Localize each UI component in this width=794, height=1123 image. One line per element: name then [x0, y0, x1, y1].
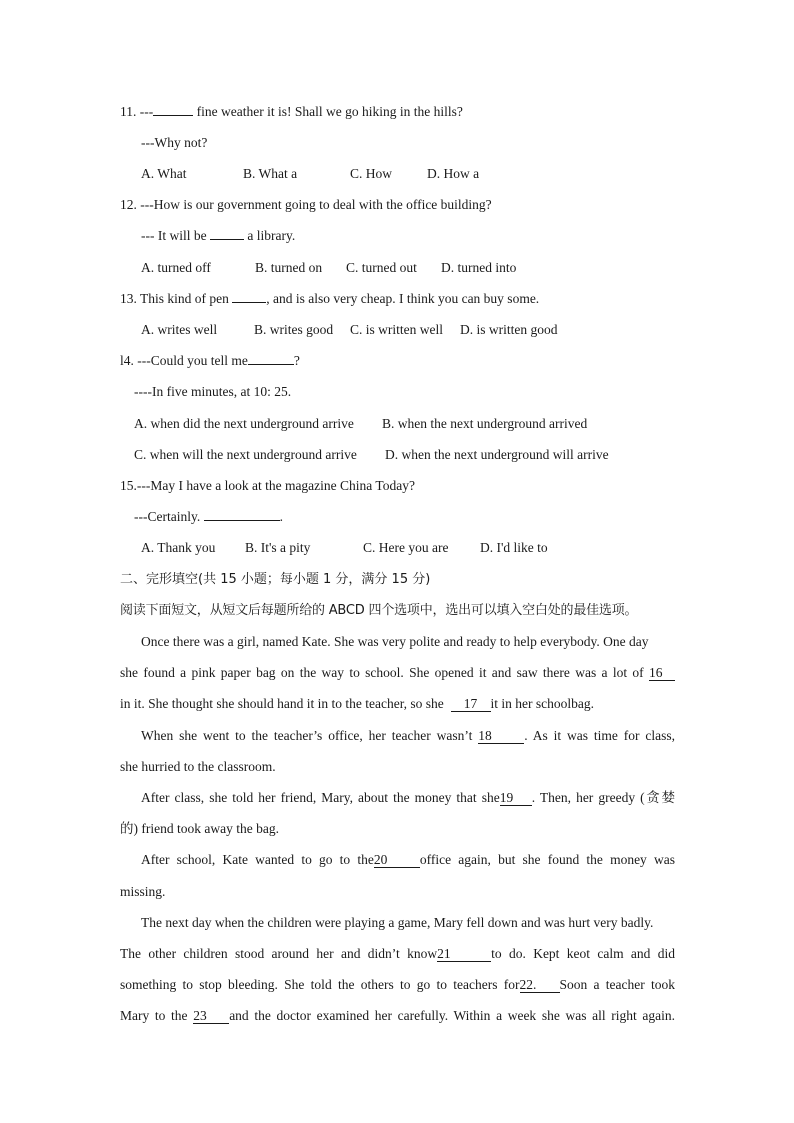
question-15-stem: 15.---May I have a look at the magazine China Today?: [120, 478, 415, 493]
question-15-option-a[interactable]: A. Thank you: [141, 540, 216, 555]
passage-line: After class, she told her friend, Mary, about the money that she19 . Then, her greedy (贪婪: [141, 790, 675, 805]
question-15-reply: ---Certainly. .: [134, 509, 283, 524]
question-15-option-d[interactable]: D. I'd like to: [480, 540, 548, 555]
answer-blank[interactable]: [204, 520, 280, 521]
answer-blank[interactable]: [153, 115, 193, 116]
cloze-blank-17[interactable]: 17: [451, 697, 491, 712]
answer-blank[interactable]: [248, 364, 294, 365]
cloze-blank-23[interactable]: 23: [193, 1009, 229, 1024]
question-12-stem: 12. ---How is our government going to deal with the office building?: [120, 197, 492, 212]
question-13-option-b[interactable]: B. writes good: [254, 322, 334, 337]
question-12-option-c[interactable]: C. turned out: [346, 260, 417, 275]
passage-line: 的) friend took away the bag.: [120, 821, 279, 836]
question-13-option-c[interactable]: C. is written well: [350, 322, 443, 337]
passage-line: Mary to the 23 and the doctor examined her carefully. Within a week she was all right again.: [120, 1008, 675, 1023]
passage-line: When she went to the teacher’s office, her teacher wasn’t 18 . As it was time for class,: [141, 728, 676, 743]
question-13-stem: 13. This kind of pen , and is also very cheap. I think you can buy some.: [120, 291, 540, 306]
cloze-blank-21[interactable]: 21: [437, 947, 491, 962]
question-14-option-b[interactable]: B. when the next underground arrived: [382, 416, 588, 431]
passage-line: in it. She thought she should hand it in to the teacher, so she 17 it in her schoolbag.: [120, 696, 595, 711]
question-11-option-a[interactable]: A. What: [141, 166, 187, 181]
question-14-stem: l4. ---Could you tell me ?: [120, 353, 300, 368]
question-12-reply: --- It will be a library.: [141, 228, 296, 243]
question-14-reply: ----In five minutes, at 10: 25.: [134, 384, 292, 399]
passage-line: The other children stood around her and didn’t know21 to do. Kept keot calm and did: [120, 946, 676, 961]
question-14-option-a[interactable]: A. when did the next underground arrive: [134, 416, 354, 431]
question-15-option-c[interactable]: C. Here you are: [363, 540, 449, 555]
question-13-option-d[interactable]: D. is written good: [460, 322, 558, 337]
cloze-blank-19[interactable]: 19: [500, 791, 532, 806]
question-11-option-d[interactable]: D. How a: [427, 166, 480, 181]
question-11-stem: 11. --- fine weather it is! Shall we go hiking in the hills?: [120, 104, 463, 119]
passage-line: Once there was a girl, named Kate. She was very polite and ready to help everybody. One day: [141, 634, 649, 649]
question-15-option-b[interactable]: B. It's a pity: [245, 540, 311, 555]
passage-line: she found a pink paper bag on the way to school. She opened it and saw there was a lot of 16: [120, 665, 675, 681]
passage-line: After school, Kate wanted to go to the20 office again, but she found the money was: [141, 852, 675, 867]
passage-line: she hurried to the classroom.: [120, 759, 276, 774]
cloze-blank-18[interactable]: 18: [478, 729, 524, 744]
question-11-option-c[interactable]: C. How: [350, 166, 393, 181]
question-11-reply: ---Why not?: [141, 135, 208, 150]
question-12-option-a[interactable]: A. turned off: [141, 260, 211, 275]
question-13-option-a[interactable]: A. writes well: [141, 322, 218, 337]
question-14-option-d[interactable]: D. when the next underground will arrive: [385, 447, 609, 462]
passage-line: The next day when the children were playing a game, Mary fell down and was hurt very badly.: [141, 915, 654, 930]
question-12-option-b[interactable]: B. turned on: [255, 260, 323, 275]
answer-blank[interactable]: [232, 302, 266, 303]
section-instruction: 阅读下面短文，从短文后每题所给的 ABCD 四个选项中，选出可以填入空白处的最佳选项。: [120, 603, 638, 618]
passage-line: something to stop bleeding. She told the others to go to teachers for22. Soon a teacher took: [120, 977, 676, 992]
cloze-blank-22[interactable]: 22.: [520, 978, 560, 993]
cloze-blank-20[interactable]: 20: [374, 853, 420, 868]
passage-line: missing.: [120, 884, 166, 899]
question-12-option-d[interactable]: D. turned into: [441, 260, 517, 275]
cloze-blank-16[interactable]: 16: [649, 666, 675, 681]
question-11-option-b[interactable]: B. What a: [243, 166, 298, 181]
question-14-option-c[interactable]: C. when will the next underground arrive: [134, 447, 357, 462]
section-heading: 二、完形填空(共 15 小题；每小题 1 分，满分 15 分): [120, 572, 431, 587]
answer-blank[interactable]: [210, 239, 244, 240]
